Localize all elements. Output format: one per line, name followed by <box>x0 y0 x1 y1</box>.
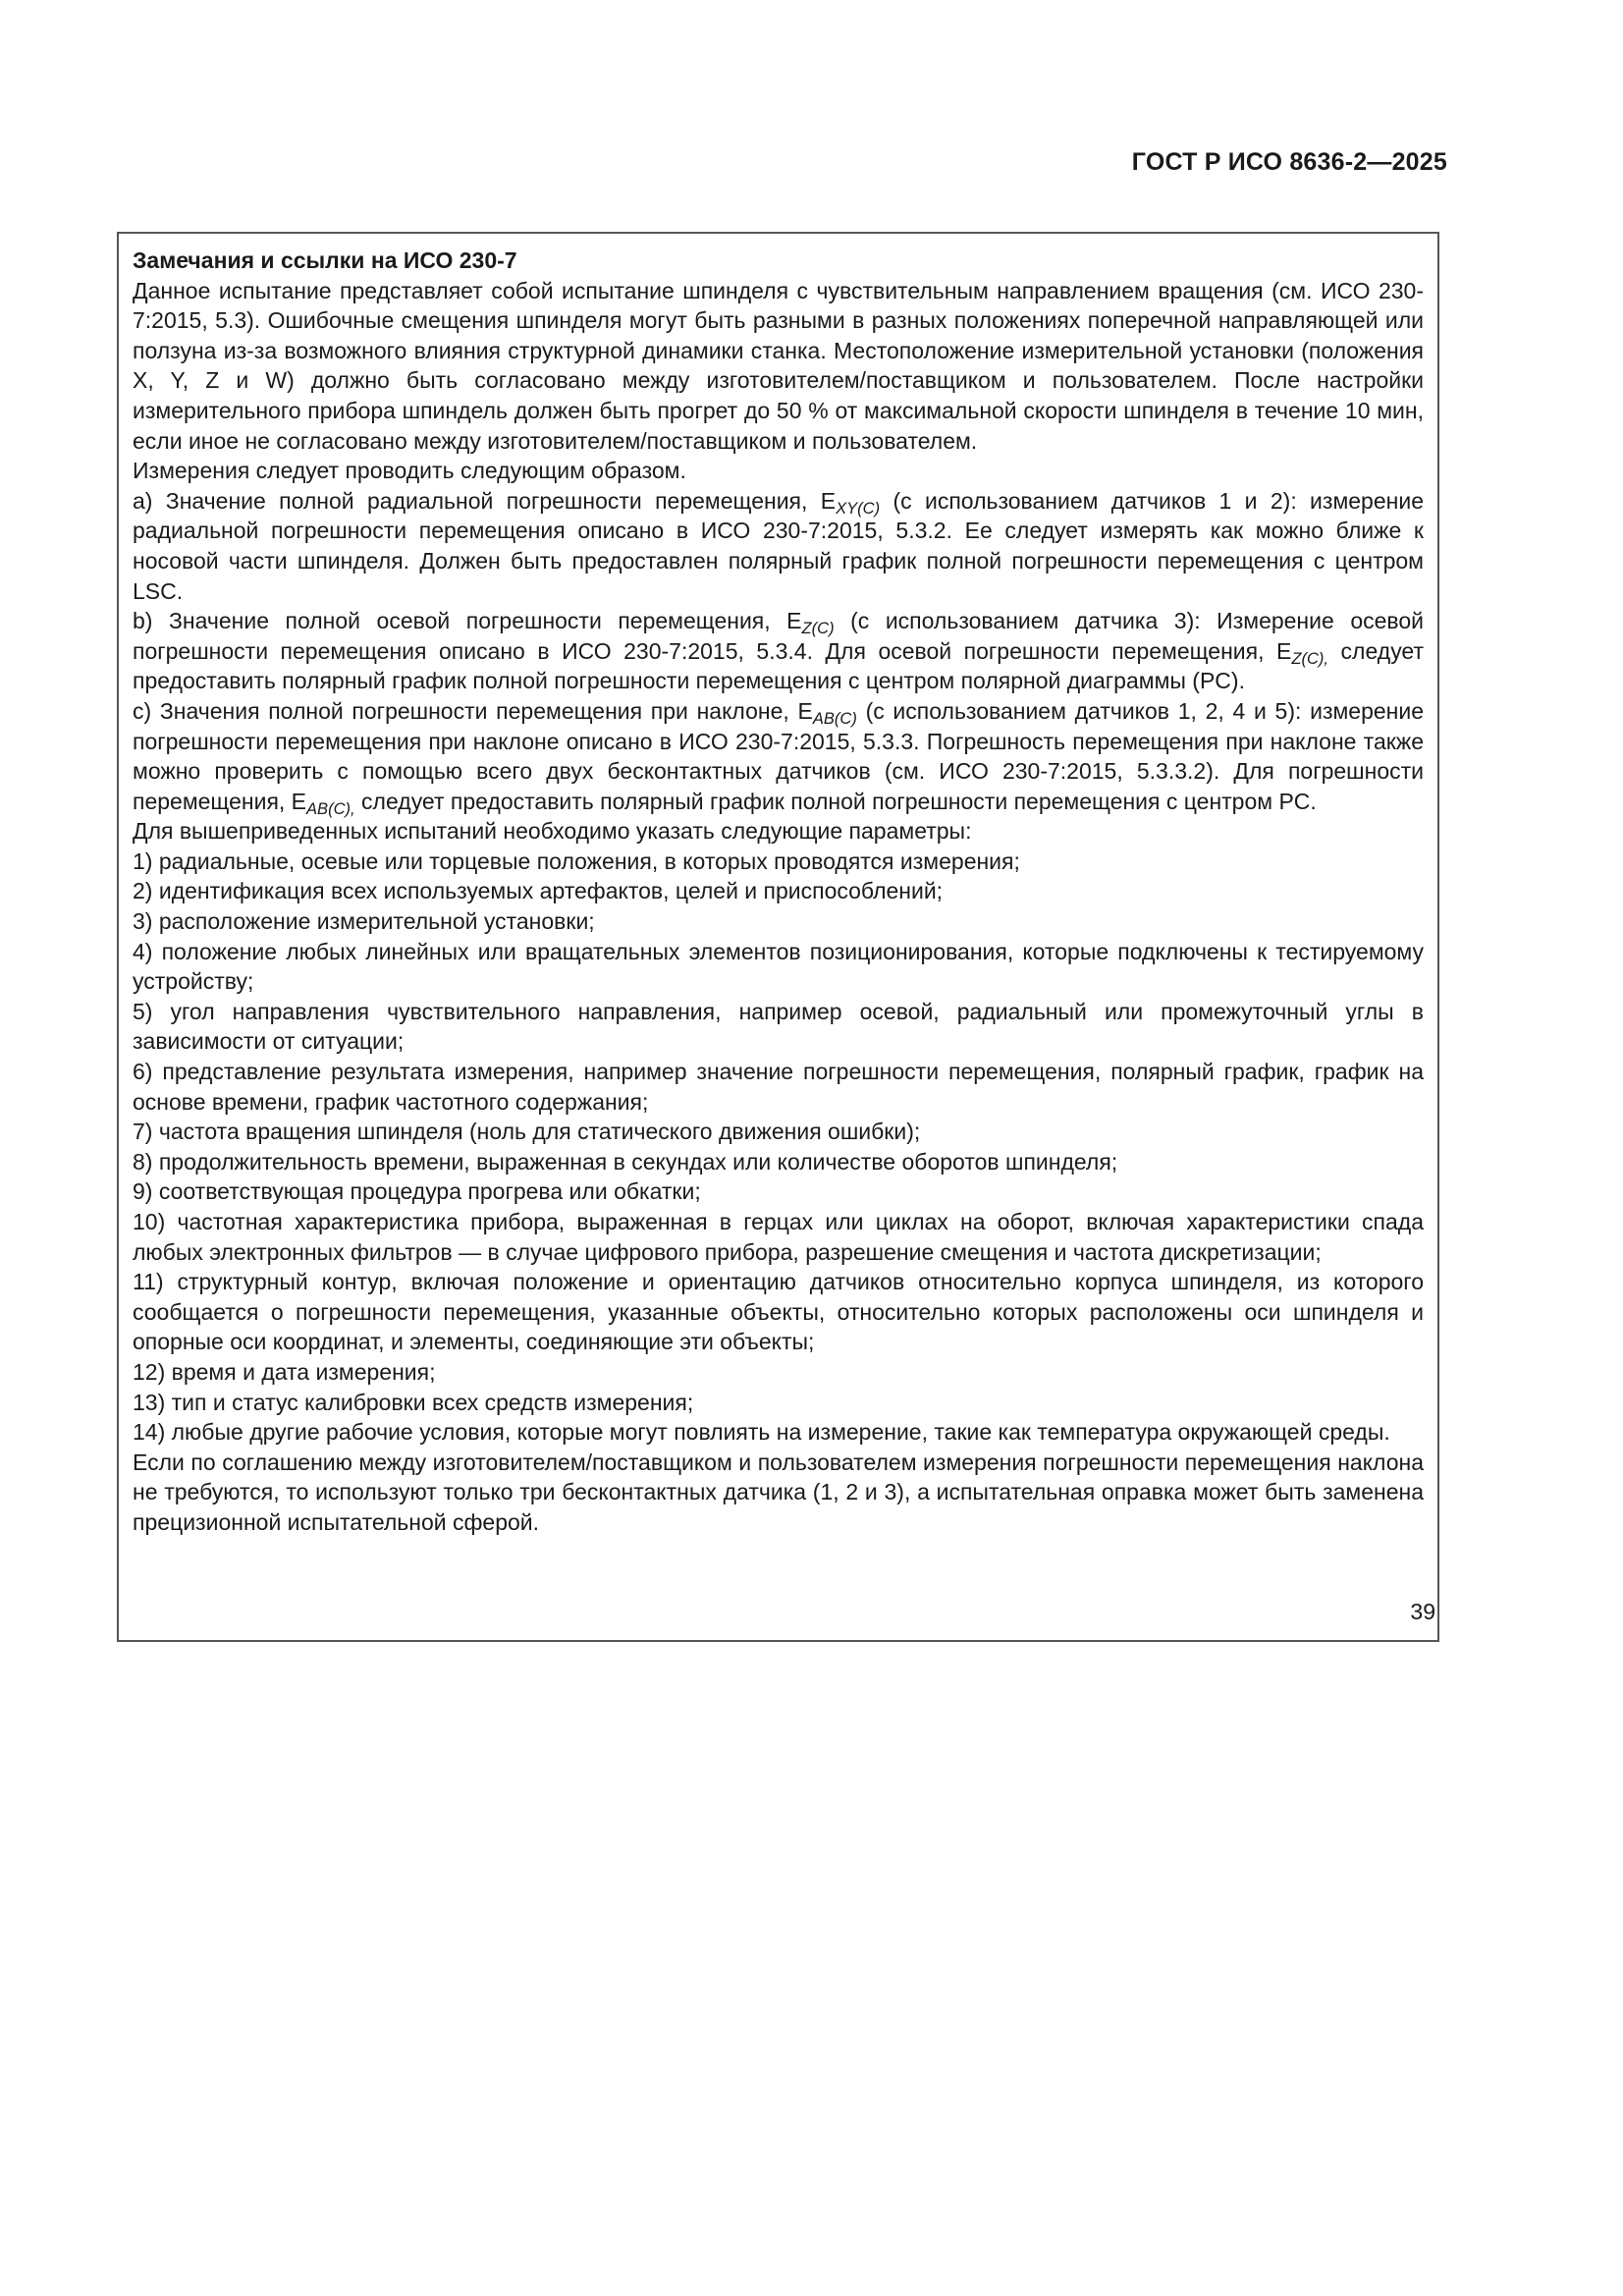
parameter-item-13: 13) тип и статус калибровки всех средств измерения; <box>133 1389 694 1415</box>
item-a-radial-error <box>133 486 1424 606</box>
item-c-subscript: AB(C) <box>812 708 857 728</box>
item-b-subscript-2: Z(C), <box>1291 648 1329 668</box>
item-c-text-start: c) Значения полной погрешности перемещения при наклоне, E <box>133 697 813 724</box>
item-b-axial-error <box>133 606 1424 696</box>
item-a-text-start: a) Значение полной радиальной погрешности перемещения, E <box>133 487 837 514</box>
parameter-item-5: 5) угол направления чувствительного направления, например осевой, радиальный или промежуточный углы в зависимости от ситуации; <box>133 998 1424 1055</box>
notes-title: Замечания и ссылки на ИСО 230-7 <box>133 247 517 273</box>
item-b-text-start: b) Значение полной осевой погрешности перемещения, E <box>133 608 802 634</box>
parameter-item-14: 14) любые другие рабочие условия, которые могут повлиять на измерение, такие как температура окружающей среды. <box>133 1419 1390 1446</box>
page-number: 39 <box>1410 1599 1435 1624</box>
item-c-subscript-2: AB(C), <box>306 798 355 818</box>
parameter-item-12: 12) время и дата измерения; <box>133 1358 436 1385</box>
item-b-subscript: Z(C) <box>801 619 835 638</box>
closing-paragraph: Если по соглашению между изготовителем/поставщиком и пользователем измерения погрешности перемещения наклона не требуются, то используют только три бесконтактных датчика (1, 2 и 3), а испытательная оправка может быть заменена прецизионной испытательной сферой. <box>133 1449 1424 1535</box>
item-c-tilt-error <box>133 696 1424 816</box>
notes-intro-paragraph: Данное испытание представляет собой испытание шпинделя с чувствительным направлением вращения (см. ИСО 230-7:2015, 5.3). Ошибочные смещения шпинделя могут быть разными в разных положениях поперечной направляющей или ползуна из-за возможного влияния структурной динамики станка. Местоположение измерительной установки (положения X, Y, Z и W) должно быть согласовано между изготовителем/поставщиком и пользователем. После настройки измерительного прибора шпиндель должен быть прогрет до 50 % от максимальной скорости шпинделя в течение 10 мин, если иное не согласовано между изготовителем/поставщиком и пользователем. <box>133 277 1424 454</box>
parameters-intro: Для вышеприведенных испытаний необходимо указать следующие параметры: <box>133 818 972 845</box>
notes-box <box>117 232 1439 1642</box>
item-c-text-end: следует предоставить полярный график полной погрешности перемещения с центром PC. <box>354 788 1317 814</box>
measurement-intro: Измерения следует проводить следующим образом. <box>133 458 686 484</box>
parameter-item-6: 6) представление результата измерения, например значение погрешности перемещения, полярный график, график на основе времени, график частотного содержания; <box>133 1059 1424 1115</box>
document-id-header: ГОСТ Р ИСО 8636-2—2025 <box>1131 148 1447 176</box>
item-b-text-middle: (с использованием датчика 3): Измерение осевой погрешности перемещения описано в ИСО 230-7:2015, 5.3.4. Для осевой погрешности перемещения, E <box>133 608 1424 664</box>
parameter-item-1: 1) радиальные, осевые или торцевые положения, в которых проводятся измерения; <box>133 847 1020 874</box>
item-a-subscript: XY(C) <box>836 498 881 518</box>
parameter-item-8: 8) продолжительность времени, выраженная в секундах или количестве оборотов шпинделя; <box>133 1148 1118 1175</box>
parameter-item-2: 2) идентификация всех используемых артефактов, целей и приспособлений; <box>133 878 944 904</box>
parameter-item-3: 3) расположение измерительной установки; <box>133 908 595 935</box>
item-b-text-end: следует предоставить полярный график полной погрешности перемещения с центром полярной диаграммы (PC). <box>133 637 1424 694</box>
item-a-text-end: (с использованием датчиков 1 и 2): измерение радиальной погрешности перемещения описано в ИСО 230-7:2015, 5.3.2. Ее следует измерять как можно ближе к носовой части шпинделя. Должен быть предоставлен полярный график полной погрешности перемещения с центром LSC. <box>133 487 1424 604</box>
parameter-item-4: 4) положение любых линейных или вращательных элементов позиционирования, которые подключены к тестируемому устройству; <box>133 938 1424 995</box>
parameter-item-11: 11) структурный контур, включая положение и ориентацию датчиков относительно корпуса шпинделя, из которого сообщается о погрешности перемещения, указанные объекты, относительно которых расположены оси шпинделя и опорные оси координат, и элементы, соединяющие эти объекты; <box>133 1269 1424 1355</box>
parameter-item-9: 9) соответствующая процедура прогрева или обкатки; <box>133 1178 701 1205</box>
parameter-item-7: 7) частота вращения шпинделя (ноль для статического движения ошибки); <box>133 1119 921 1145</box>
parameter-item-10: 10) частотная характеристика прибора, выраженная в герцах или циклах на оборот, включая характеристики спада любых электронных фильтров — в случае цифрового прибора, разрешение смещения и частота дискретизации; <box>133 1209 1424 1265</box>
item-c-text-middle: (с использованием датчиков 1, 2, 4 и 5): измерение погрешности перемещения при наклоне описано в ИСО 230-7:2015, 5.3.3. Погрешность перемещения при наклоне также можно проверить с помощью всего двух бесконтактных датчиков (см. ИСО 230-7:2015, 5.3.3.2). Для погрешности перемещения, E <box>133 697 1425 814</box>
